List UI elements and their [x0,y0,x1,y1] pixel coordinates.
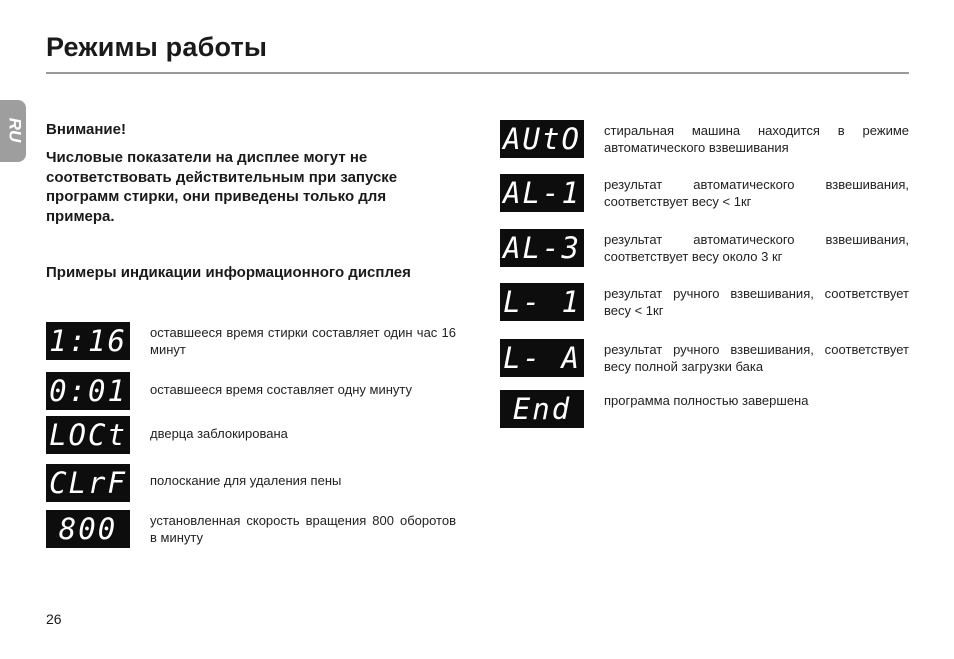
display-description: стиральная машина находится в режиме автоматического взвешивания [604,123,909,155]
page-title: Режимы работы [46,32,268,62]
display-description: результат ручного взвешивания, соответствует весу < 1кг [604,286,909,318]
warning-heading: Внимание! [46,121,126,138]
display-readout: AUtO [500,120,584,158]
examples-heading: Примеры индикации информационного дисплея [46,264,411,281]
display-description: оставшееся время составляет одну минуту [150,382,412,397]
display-description: полоскание для удаления пены [150,473,342,488]
display-readout: AL-1 [500,174,584,212]
page-number: 26 [46,611,62,627]
language-tab-label: RU [5,117,25,143]
display-description: установленная скорость вращения 800 оборотов в минуту [150,513,456,545]
display-readout: LOCt [46,416,130,454]
display-description: результат ручного взвешивания, соответствует весу полной загрузки бака [604,342,909,374]
display-readout: L- A [500,339,584,377]
display-readout: CLrF [46,464,130,502]
language-tab [0,100,26,162]
display-readout: AL-3 [500,229,584,267]
display-description: дверца заблокирована [150,426,288,441]
display-readout: L- 1 [500,283,584,321]
display-readout: End [500,390,584,428]
display-readout: 0:01 [46,372,130,410]
display-description: результат автоматического взвешивания, соответствует весу около 3 кг [604,232,909,264]
display-readout: 800 [46,510,130,548]
title-divider [46,72,909,74]
display-description: оставшееся время стирки составляет один час 16 минут [150,325,456,357]
display-description: результат автоматического взвешивания, соответствует весу < 1кг [604,177,909,209]
display-description: программа полностью завершена [604,393,809,408]
display-readout: 1:16 [46,322,130,360]
warning-text: Числовые показатели на дисплее могут не соответствовать действительным при запуске программ стирки, они приведены только для примера. [46,149,398,225]
